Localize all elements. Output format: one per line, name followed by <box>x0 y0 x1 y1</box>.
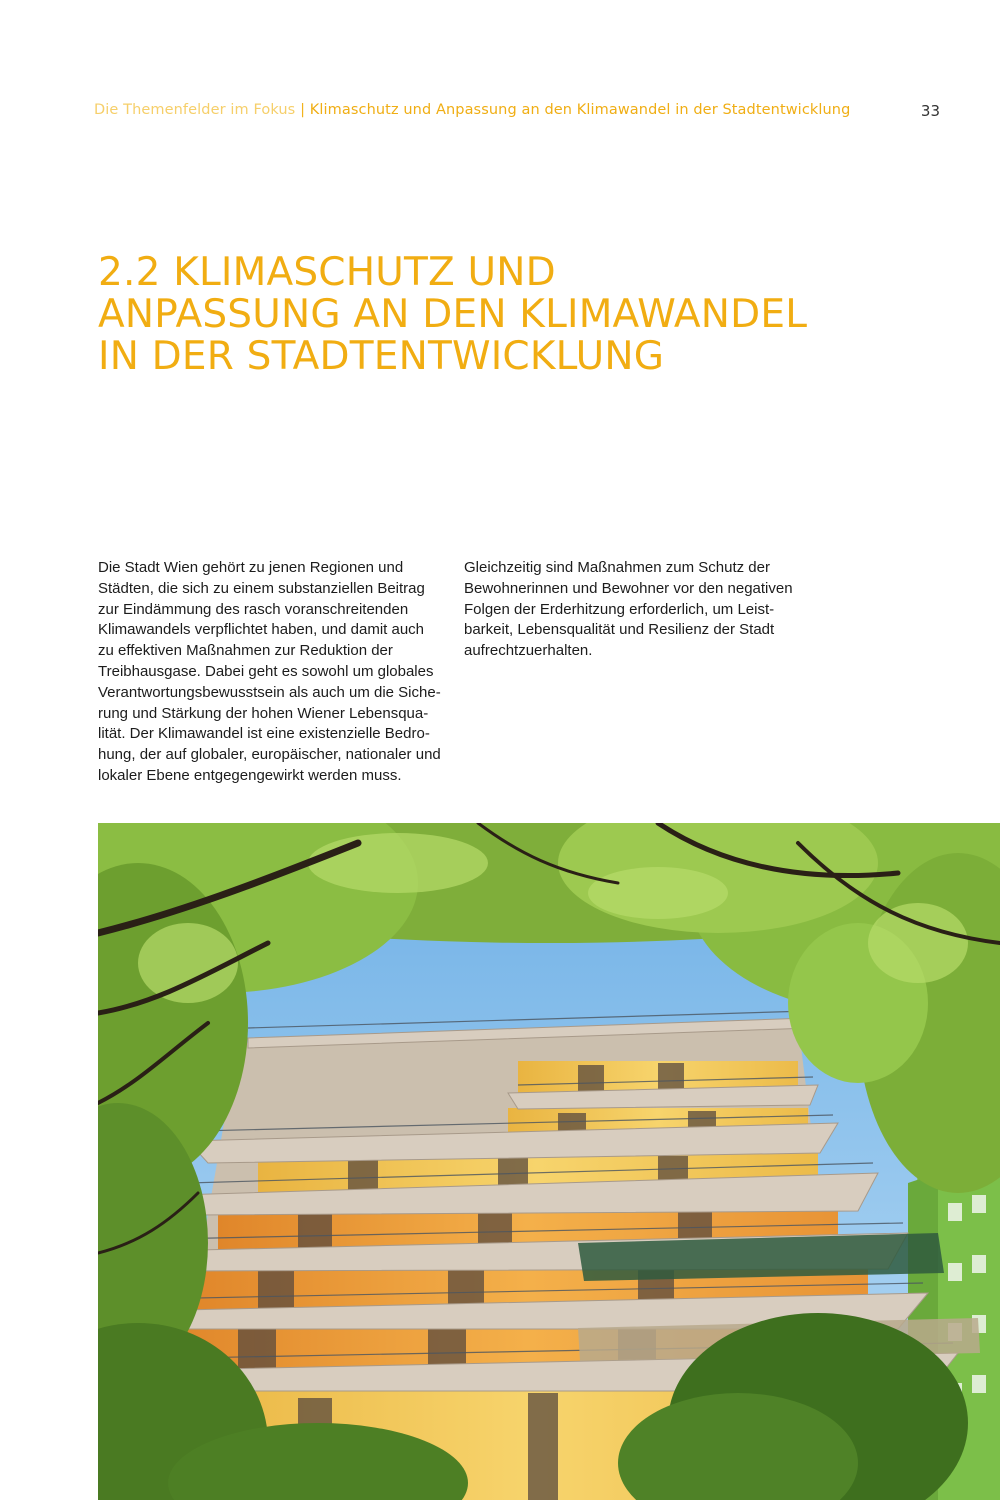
body-line: Klimawandels verpflichtet haben, und damit auch <box>98 621 425 639</box>
body-line: Städten, die sich zu einem substanziellen Beitrag <box>98 579 425 597</box>
header-chapter: Klimaschutz und Anpassung an den Klimawandel in der Stadtentwicklung <box>309 102 851 118</box>
body-column-left <box>98 558 443 787</box>
body-line: hung, der auf globaler, europäischer, nationaler und <box>98 746 441 764</box>
page-number: 33 <box>920 102 940 120</box>
building-illustration <box>98 823 1000 1500</box>
body-column-right <box>464 558 804 662</box>
body-line: rung und Stärkung der hohen Wiener Lebensqua- <box>98 704 429 722</box>
body-line: zur Eindämmung des rasch voranschreitenden <box>98 600 409 618</box>
body-line: zu effektiven Maßnahmen zur Reduktion der <box>98 642 393 660</box>
body-line: lität. Der Klimawandel ist eine existenzielle Bedro- <box>98 725 430 743</box>
body-line: Bewohnerinnen und Bewohner vor den negativen <box>464 579 793 597</box>
body-line: Die Stadt Wien gehört zu jenen Regionen und <box>98 559 404 576</box>
body-line: Treibhausgase. Dabei geht es sowohl um globales <box>98 662 434 680</box>
chapter-title-line: ANPASSUNG AN DEN KLIMAWANDEL <box>98 292 808 337</box>
body-line: Folgen der Erderhitzung erforderlich, um Leist- <box>464 600 775 618</box>
header-section: Die Themenfelder im Fokus <box>94 102 296 118</box>
body-line: aufrechtzuerhalten. <box>464 642 593 660</box>
body-line: lokaler Ebene entgegengewirkt werden muss. <box>98 766 402 784</box>
body-line: barkeit, Lebensqualität und Resilienz der Stadt <box>464 621 775 639</box>
running-header <box>94 102 850 118</box>
body-line: Verantwortungsbewusstsein als auch um die Siche- <box>98 683 441 701</box>
header-separator: | <box>300 102 306 118</box>
chapter-title-line: 2.2 KLIMASCHUTZ UND <box>98 250 556 295</box>
chapter-title <box>98 252 898 378</box>
chapter-title-line: IN DER STADTENTWICKLUNG <box>98 334 665 379</box>
body-line: Gleichzeitig sind Maßnahmen zum Schutz der <box>464 559 770 576</box>
building-photo <box>98 823 1000 1500</box>
